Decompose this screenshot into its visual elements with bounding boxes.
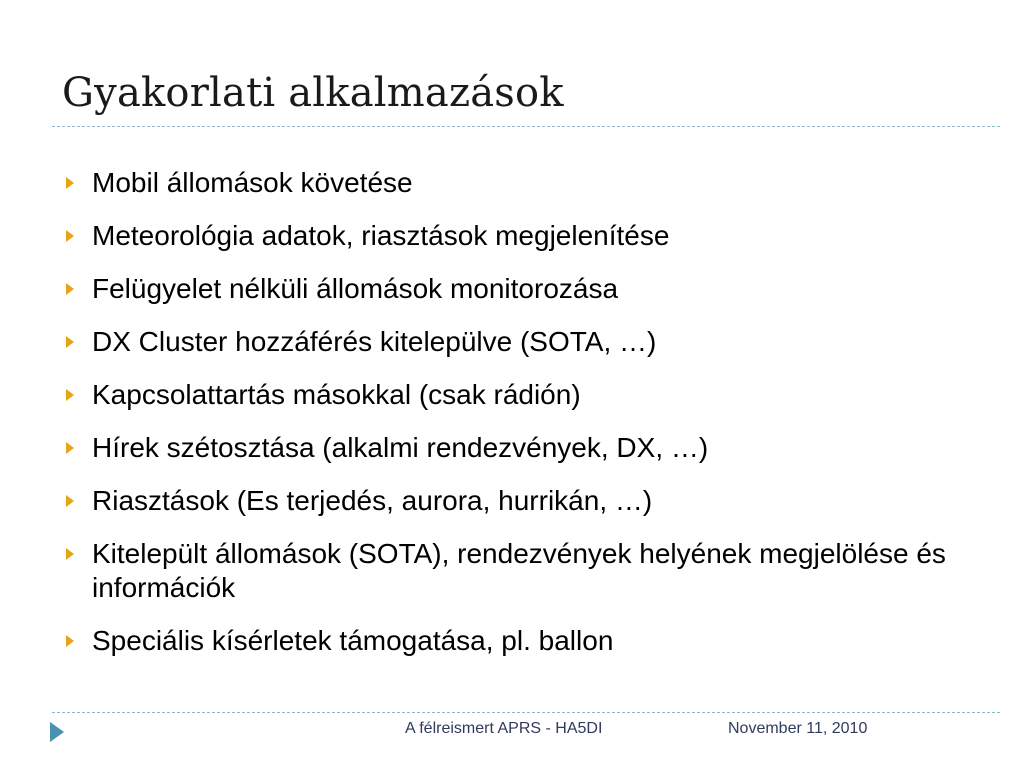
bullet-item (62, 537, 962, 605)
bullet-text: Kitelepült állomások (SOTA), rendezvények helyének megjelölése és információk (92, 538, 946, 603)
bullet-text: Felügyelet nélküli állomások monitorozása (92, 273, 619, 304)
play-arrow-icon[interactable] (50, 722, 64, 742)
bullet-text: Mobil állomások követése (92, 167, 413, 198)
slide-title: Gyakorlati alkalmazások (62, 70, 564, 116)
bullet-item (62, 431, 962, 465)
bullet-item (62, 325, 962, 359)
bullet-item (62, 378, 962, 412)
bullet-text: DX Cluster hozzáférés kitelepülve (SOTA, …) (92, 326, 657, 357)
title-divider (52, 126, 1000, 127)
bullet-text: Riasztások (Es terjedés, aurora, hurrikán, …) (92, 485, 653, 516)
triangle-right-icon (66, 635, 74, 647)
triangle-right-icon (66, 230, 74, 242)
triangle-right-icon (66, 495, 74, 507)
bullet-item (62, 219, 962, 253)
triangle-right-icon (66, 283, 74, 295)
triangle-right-icon (66, 336, 74, 348)
bullet-item (62, 166, 962, 200)
footer-date: November 11, 2010 (728, 720, 868, 737)
bullet-item (62, 484, 962, 518)
bullet-text: Speciális kísérletek támogatása, pl. ballon (92, 625, 614, 656)
triangle-right-icon (66, 389, 74, 401)
bullet-item (62, 624, 962, 658)
triangle-right-icon (66, 177, 74, 189)
bullet-list (62, 166, 962, 677)
bullet-text: Meteorológia adatok, riasztások megjelenítése (92, 220, 670, 251)
bullet-text: Hírek szétosztása (alkalmi rendezvények, DX, …) (92, 432, 709, 463)
footer-divider (52, 712, 1000, 713)
bullet-item (62, 272, 962, 306)
triangle-right-icon (66, 548, 74, 560)
triangle-right-icon (66, 442, 74, 454)
bullet-text: Kapcsolattartás másokkal (csak rádión) (92, 379, 581, 410)
footer-presentation-title: A félreismert APRS - HA5DI (405, 720, 603, 737)
